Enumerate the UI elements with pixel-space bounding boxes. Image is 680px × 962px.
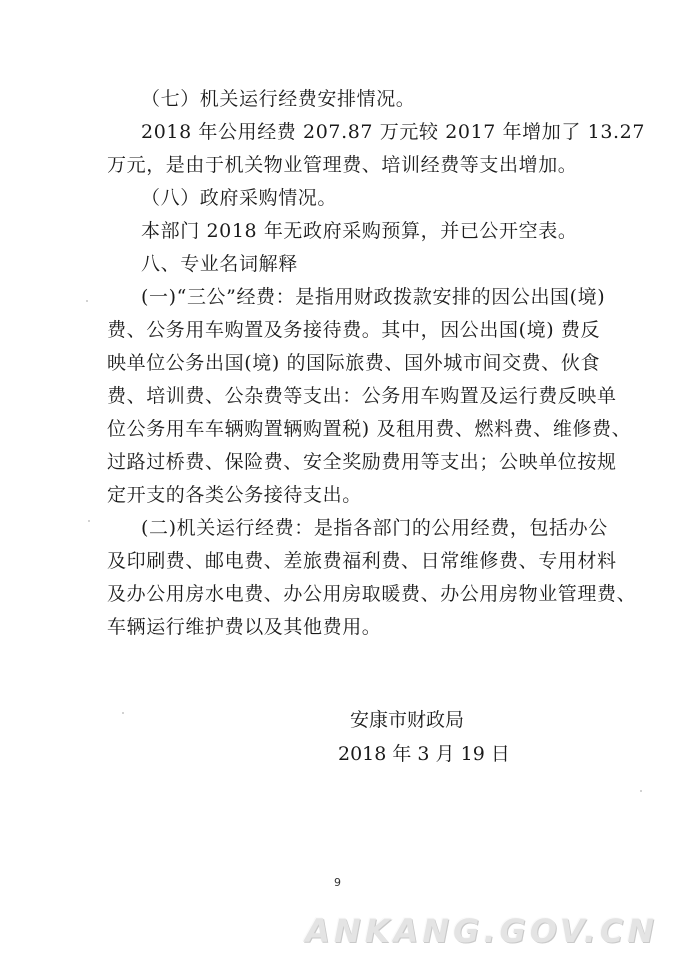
scan-speck [122, 712, 124, 714]
paragraph-line: 及印刷费、邮电费、差旅费福利费、日常维修费、专用材料 [107, 550, 617, 572]
paragraph-line: 及办公用房水电费、办公用房取暖费、办公用房物业管理费、 [107, 583, 637, 605]
paragraph-line: 过路过桥费、保险费、安全奖励费用等支出；公映单位按规 [107, 451, 617, 473]
paragraph-line: 本部门 2018 年无政府采购预算，并已公开空表。 [141, 220, 578, 242]
glossary-item-2: (二)机关运行经费：是指各部门的公用经费，包括办公 [141, 517, 608, 539]
paragraph-line: 万元，是由于机关物业管理费、培训经费等支出增加。 [107, 154, 578, 176]
paragraph-line: 费、公务用车购置及务接待费。其中，因公出国(境) 费反 [107, 319, 601, 341]
glossary-item-1: (一)“三公”经费：是指用财政拨款安排的因公出国(境) [141, 286, 606, 308]
paragraph-line: 车辆运行维护费以及其他费用。 [107, 616, 382, 638]
paragraph-line: 定开支的各类公务接待支出。 [107, 484, 362, 506]
paragraph-line: 映单位公务出国(境) 的国际旅费、国外城市间交费、伙食 [107, 352, 601, 374]
site-watermark: ANKANG.GOV.CN [305, 912, 658, 950]
section-heading-7: （七）机关运行经费安排情况。 [141, 88, 416, 110]
section-heading-8: （八）政府采购情况。 [141, 187, 338, 209]
paragraph-line: 位公务用车车辆购置辆购置税) 及租用费、燃料费、维修费、 [107, 418, 632, 440]
page-number: 9 [334, 876, 341, 889]
signature-date: 2018 年 3 月 19 日 [338, 743, 510, 765]
scan-speck [640, 790, 642, 792]
paragraph-line: 2018 年公用经费 207.87 万元较 2017 年增加了 13.27 [141, 121, 646, 143]
paragraph-line: 费、培训费、公杂费等支出：公务用车购置及运行费反映单 [107, 385, 617, 407]
section-heading-glossary: 八、专业名词解释 [141, 253, 298, 275]
scan-speck [88, 520, 90, 522]
signature-organization: 安康市财政局 [350, 709, 465, 731]
scan-speck [86, 300, 88, 302]
